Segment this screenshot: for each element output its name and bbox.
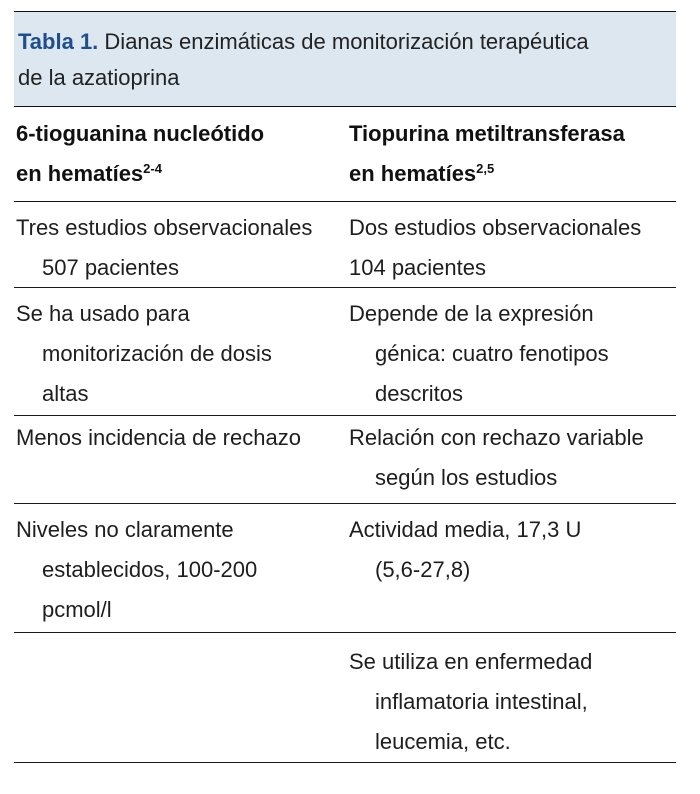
row4-right-line1: Actividad media, 17,3 U xyxy=(349,517,582,542)
row4-right-line2: (5,6-27,8) xyxy=(375,557,471,582)
table-container xyxy=(14,0,676,763)
header-cell-right xyxy=(345,107,676,201)
row1-left-line1: Tres estudios observacionales xyxy=(16,215,313,240)
header-right-text: en hematíes xyxy=(349,161,477,186)
row4-left-cell xyxy=(14,504,345,632)
row5-right-line2: inflamatoria intestinal, xyxy=(375,689,588,714)
row2-left-line2: monitorización de dosis xyxy=(42,341,272,366)
row5-right-cell xyxy=(345,633,676,762)
row5-right-line1: Se utiliza en enfermedad xyxy=(349,649,593,674)
header-left-line2 xyxy=(16,154,345,194)
row1-left-line2: 507 pacientes xyxy=(42,255,179,280)
row2-left-cell xyxy=(14,288,345,415)
row4-left-line2: establecidos, 100-200 xyxy=(42,557,258,582)
row2-right-line2: génica: cuatro fenotipos xyxy=(375,341,609,366)
row3-left-cell xyxy=(14,416,345,503)
row4-left-line1: Niveles no claramente xyxy=(16,517,234,542)
caption-label: Tabla 1. xyxy=(18,29,99,54)
row2-right-line1: Depende de la expresión xyxy=(349,301,594,326)
row5-left-cell xyxy=(14,633,345,762)
header-cell-left xyxy=(14,107,345,201)
row1-left-cell xyxy=(14,202,345,287)
row1-right-cell xyxy=(345,202,676,287)
row3-right-cell xyxy=(345,416,676,503)
table-row xyxy=(14,202,676,288)
row2-left-line1: Se ha usado para xyxy=(16,301,190,326)
table-row xyxy=(14,633,676,763)
table-caption xyxy=(14,12,676,106)
row3-right-line1: Relación con rechazo variable xyxy=(349,425,644,450)
header-left-line1: 6-tioguanina nucleótido xyxy=(16,121,265,146)
row1-right-line1: Dos estudios observacionales xyxy=(349,215,642,240)
row5-right-line3: leucemia, etc. xyxy=(375,729,511,754)
table-header-row xyxy=(14,107,676,202)
row4-right-cell xyxy=(345,504,676,632)
row2-right-line3: descritos xyxy=(375,381,464,406)
caption-text-line2: de la azatioprina xyxy=(18,65,180,90)
row1-right-line2: 104 pacientes xyxy=(349,255,486,280)
header-right-line1: Tiopurina metiltransferasa xyxy=(349,121,625,146)
row2-left-line3: altas xyxy=(42,381,89,406)
header-left-text: en hematíes xyxy=(16,161,144,186)
table-row xyxy=(14,504,676,633)
header-left-sup: 2-4 xyxy=(143,161,162,176)
table-row xyxy=(14,416,676,504)
header-right-line2 xyxy=(349,154,676,194)
row2-right-cell xyxy=(345,288,676,415)
row3-left-line1: Menos incidencia de rechazo xyxy=(16,425,301,450)
caption-text-line1: Dianas enzimáticas de monitorización terapéutica xyxy=(104,29,589,54)
row4-left-line3: pcmol/l xyxy=(42,597,112,622)
row3-right-line2: según los estudios xyxy=(375,465,558,490)
table-row xyxy=(14,288,676,416)
header-right-sup: 2,5 xyxy=(476,161,495,176)
